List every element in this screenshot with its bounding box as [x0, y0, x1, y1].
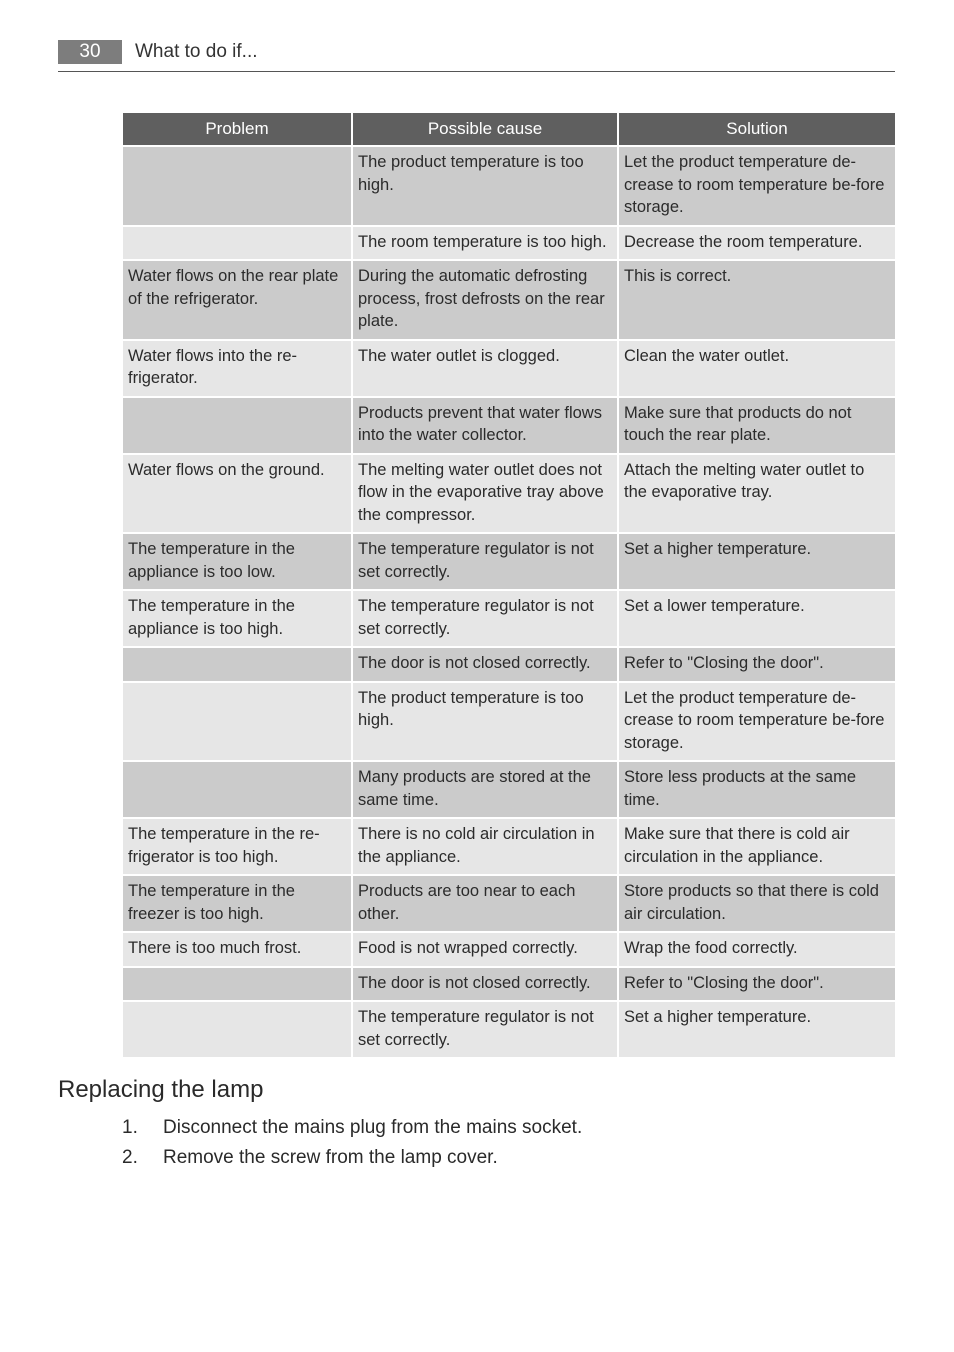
solution-cell: Make sure that products do not touch the rear plate. — [619, 398, 895, 453]
problem-cell — [123, 227, 351, 260]
table-row — [123, 591, 895, 646]
table-row — [123, 147, 895, 225]
cause-cell: The temperature regulator is not set correctly. — [353, 591, 617, 646]
table-row — [123, 534, 895, 589]
page-header — [58, 40, 895, 72]
solution-cell: Set a higher temperature. — [619, 1002, 895, 1057]
problem-cell — [123, 683, 351, 761]
solution-cell: Let the product temperature de-crease to room temperature be-fore storage. — [619, 147, 895, 225]
cause-cell: The water outlet is clogged. — [353, 341, 617, 396]
table-row — [123, 683, 895, 761]
solution-cell: Store less products at the same time. — [619, 762, 895, 817]
solution-cell: Refer to "Closing the door". — [619, 648, 895, 681]
problem-cell: Water flows into the re-frigerator. — [123, 341, 351, 396]
table-row — [123, 1002, 895, 1057]
table-header-row — [123, 113, 895, 145]
solution-cell: Refer to "Closing the door". — [619, 968, 895, 1001]
cause-cell: Many products are stored at the same time. — [353, 762, 617, 817]
column-header-cause: Possible cause — [353, 113, 617, 145]
problem-cell: Water flows on the ground. — [123, 455, 351, 533]
step-number: 2. — [122, 1147, 138, 1168]
cause-cell: The product temperature is too high. — [353, 683, 617, 761]
table-row — [123, 227, 895, 260]
problem-cell — [123, 398, 351, 453]
solution-cell: Decrease the room temperature. — [619, 227, 895, 260]
cause-cell: The door is not closed correctly. — [353, 648, 617, 681]
problem-cell: The temperature in the appliance is too high. — [123, 591, 351, 646]
list-item — [122, 1114, 582, 1144]
table-row — [123, 648, 895, 681]
step-text: Disconnect the mains plug from the mains socket. — [163, 1117, 583, 1138]
table-row — [123, 341, 895, 396]
cause-cell: Products prevent that water flows into the water collector. — [353, 398, 617, 453]
table-row — [123, 819, 895, 874]
solution-cell: Wrap the food correctly. — [619, 933, 895, 966]
problem-cell: The temperature in the appliance is too low. — [123, 534, 351, 589]
problem-cell — [123, 147, 351, 225]
problem-cell — [123, 1002, 351, 1057]
section-title: What to do if... — [135, 41, 258, 62]
table-row — [123, 968, 895, 1001]
cause-cell: The melting water outlet does not flow in the evaporative tray above the compressor. — [353, 455, 617, 533]
cause-cell: The product temperature is too high. — [353, 147, 617, 225]
cause-cell: The door is not closed correctly. — [353, 968, 617, 1001]
cause-cell: Products are too near to each other. — [353, 876, 617, 931]
table-row — [123, 762, 895, 817]
table-row — [123, 933, 895, 966]
solution-cell: Set a lower temperature. — [619, 591, 895, 646]
solution-cell: Make sure that there is cold air circulation in the appliance. — [619, 819, 895, 874]
solution-cell: Set a higher temperature. — [619, 534, 895, 589]
troubleshooting-table — [121, 111, 897, 1059]
problem-cell — [123, 762, 351, 817]
cause-cell: During the automatic defrosting process, frost defrosts on the rear plate. — [353, 261, 617, 339]
list-item — [122, 1144, 582, 1174]
solution-cell: Attach the melting water outlet to the evaporative tray. — [619, 455, 895, 533]
table-row — [123, 876, 895, 931]
cause-cell: There is no cold air circulation in the appliance. — [353, 819, 617, 874]
problem-cell — [123, 648, 351, 681]
solution-cell: Store products so that there is cold air circulation. — [619, 876, 895, 931]
solution-cell: Let the product temperature de-crease to room temperature be-fore storage. — [619, 683, 895, 761]
lamp-steps-list — [122, 1114, 582, 1174]
cause-cell: The temperature regulator is not set correctly. — [353, 534, 617, 589]
cause-cell: Food is not wrapped correctly. — [353, 933, 617, 966]
step-number: 1. — [122, 1117, 138, 1138]
page-number: 30 — [58, 40, 122, 64]
column-header-problem: Problem — [123, 113, 351, 145]
table-row — [123, 261, 895, 339]
problem-cell: The temperature in the freezer is too high. — [123, 876, 351, 931]
cause-cell: The temperature regulator is not set correctly. — [353, 1002, 617, 1057]
table-row — [123, 398, 895, 453]
table-row — [123, 455, 895, 533]
problem-cell: Water flows on the rear plate of the refrigerator. — [123, 261, 351, 339]
replacing-lamp-heading: Replacing the lamp — [58, 1076, 264, 1103]
problem-cell — [123, 968, 351, 1001]
problem-cell: The temperature in the re-frigerator is too high. — [123, 819, 351, 874]
problem-cell: There is too much frost. — [123, 933, 351, 966]
solution-cell: Clean the water outlet. — [619, 341, 895, 396]
step-text: Remove the screw from the lamp cover. — [163, 1147, 498, 1168]
cause-cell: The room temperature is too high. — [353, 227, 617, 260]
solution-cell: This is correct. — [619, 261, 895, 339]
column-header-solution: Solution — [619, 113, 895, 145]
